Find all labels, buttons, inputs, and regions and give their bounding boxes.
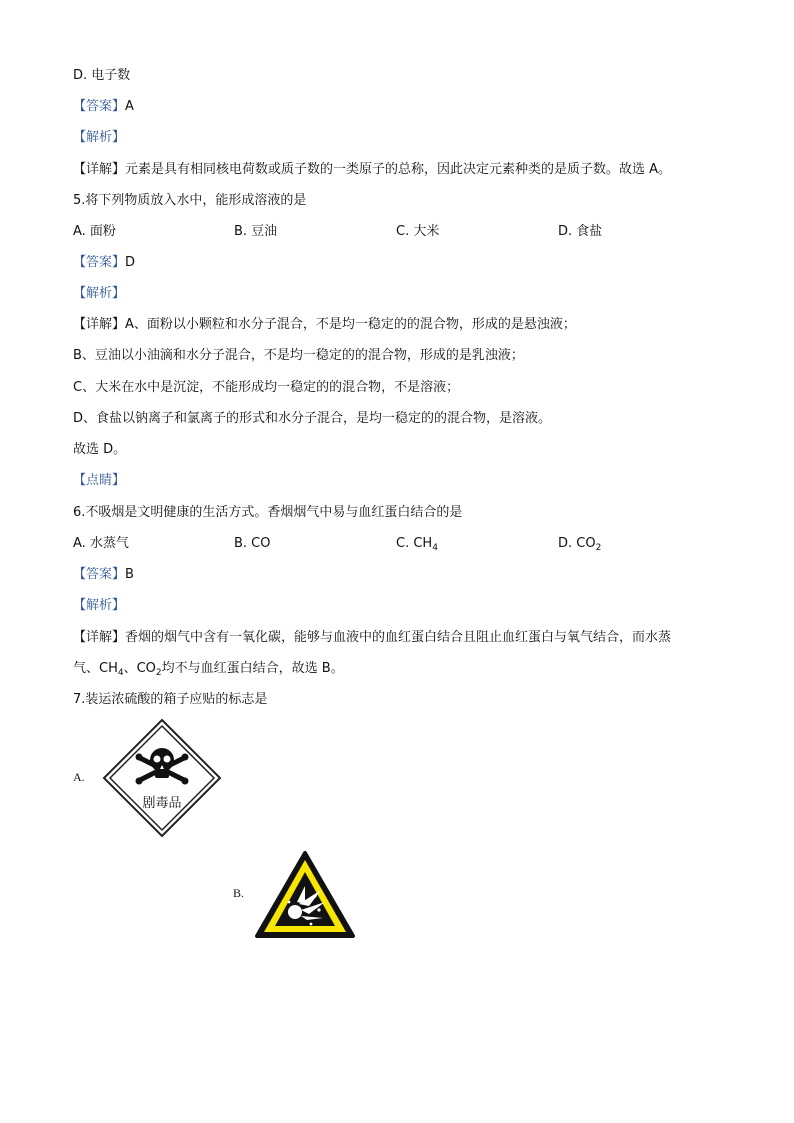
detail-6-line1: 【详解】香烟的烟气中含有一氧化碳，能够与血液中的血红蛋白结合且阻止血红蛋白与氧气结合，而水蒸 [73, 630, 672, 645]
q6-option-b: B. CO [234, 536, 271, 551]
answer-6: 【答案】B [73, 567, 134, 582]
q7-option-a-label: A. [73, 770, 85, 784]
detail-6-line2: 气、$CH_4$、$CO_2$均不与血红蛋白结合，故选 B。 [73, 661, 344, 678]
detail-5-d: D、食盐以钠离子和氯离子的形式和水分子混合，是均一稳定的的混合物，是溶液。 [73, 411, 552, 426]
option-d-line: D. 电子数 [73, 68, 131, 83]
answer-4: 【答案】A [73, 99, 134, 114]
q5-option-a: A. 面粉 [73, 224, 116, 239]
q5-option-b: B. 豆油 [234, 224, 278, 239]
detail-4: 【详解】元素是具有相同核电荷数或质子数的一类原子的总称，因此决定元素种类的是质子数。故选 A。 [73, 162, 672, 177]
detail-5-b: B、豆油以小油滴和水分子混合，不是均一稳定的的混合物，形成的是乳浊液； [73, 348, 524, 363]
dianjing-tag: 【点睛】 [73, 473, 126, 488]
toxic-sign [102, 718, 222, 838]
answer-tag: 【答案】 [73, 99, 126, 114]
question-6: 6.不吸烟是文明健康的生活方式。香烟烟气中易与血红蛋白结合的是 [73, 505, 463, 520]
q6-option-c: C. $CH_4$ [396, 536, 438, 553]
q7-option-b-label: B. [233, 886, 245, 900]
analysis-tag-6: 【解析】 [73, 598, 126, 613]
analysis-tag-5: 【解析】 [73, 286, 126, 301]
q5-option-c: C. 大米 [396, 224, 440, 239]
answer-5: 【答案】D [73, 255, 136, 270]
q5-option-d: D. 食盐 [558, 224, 603, 239]
q6-option-d: D. $CO_2$ [558, 536, 602, 553]
question-5: 5.将下列物质放入水中，能形成溶液的是 [73, 193, 307, 208]
q6-option-a: A. 水蒸气 [73, 536, 129, 551]
analysis-tag-4: 【解析】 [73, 130, 126, 145]
skull-crossbones-icon [102, 718, 222, 838]
explosion-icon [254, 850, 356, 940]
detail-5-a: 【详解】A、面粉以小颗粒和水分子混合，不是均一稳定的的混合物，形成的是悬浊液； [73, 317, 576, 332]
detail-5-c: C、大米在水中是沉淀，不能形成均一稳定的的混合物，不是溶液； [73, 380, 460, 395]
question-7: 7.装运浓硫酸的箱子应贴的标志是 [73, 692, 268, 707]
toxic-sign-text: 剧毒品 [142, 796, 182, 811]
explosive-sign [254, 850, 356, 940]
detail-5-end: 故选 D。 [73, 442, 127, 457]
